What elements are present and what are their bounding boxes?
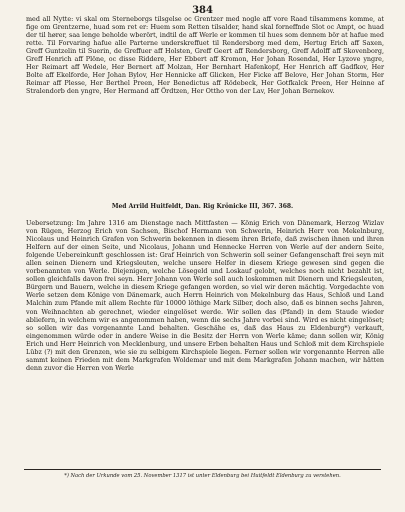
paragraph-text: med all Nytte: vi skal om Sterneborgs tilsgelse oc Grentzer med nogle aff vore Raad tilsammens komme, at fige om Grentzerne, huad som ret er: Huem som Retten tilsalder, hand skal forneffnde Slot oc Ampt, oc huad der til hører, saa lenge beholde wberört, indtil de aff Werle er kommen til hues som dennem bör at hafue med rette. Til Forvaring hafue alle Parterne underskreffuet til Rendersborg med dem, Hertug Erich aff Saxen, Greff Guntzelin til Suerin, de Greffuer aff Holsten, Greff Geert aff Rendersborg, Greff Adolff aff Skovenborg, Greff Henrich aff Plöne, oc disse Riddere, Her Ebbert aff Kromon, Her Johan Rosendal, Her Lyzove yngre, Her Reimart aff Wedele, Her Bernert aff Molzan, Her Bernhart Hafenkopf, Her Henrich aff Gadfkov, Her Bolte aff Ekelforde, Her Johan Bylov, Her Hennicke aff Glicken, Her Ficke aff Belove, Her Johan Storm, Her Reimar aff Plesse, Her Berthel Preen, Her Benedictus aff Rödebeck, Her Gotfkalck Preen, Her Heinne af Stralendorb den yngre, Her Hermand aff Ördtzen, Her Ottho von der Lav, Her Johan Bernekov.	[26, 15, 384, 96]
paragraph-text: Uebersetzung: Im Jahre 1316 am Dienstage nach Mittfasten — König Erich von Dänemark, Herzog Wizlav von Rügen, Herzog Erich von Sachsen, Bischof Hermann von Schwerin, Heinrich Herr von Mekelnburg, Nicolaus und Heinrich Grafen von Schwerin bekennen in diesem ihren Briefe, daß zwischen ihnen und ihren Helfern auf der einen Seite, und Nicolaus, Johann und Hennecke Herren von Werle auf der andern Seite, folgende Uebereinkunft geschlossen ist: Graf Heinrich von Schwerin soll seiner Gefangenschaft frei seyn mit allen seinen Dienern und Kriegsleuten, welche unsere Helfer in diesem Kriege gewesen sind gegen die vorbenannten von Werle. Diejenigen, welche Lösegeld und Loskauf gelobt, welches noch nicht bezahlt ist, sollen gleichfalls davon frei seyn. Herr Johann von Werle soll auch loskommen mit Dienern und Kriegsleuten, Bürgern und Bauern, welche in diesem Kriege gefangen worden, so viel wir deren mächtig. Vorgedachte von Werle setzen dem Könige von Dänemark, auch Herrn Heinrich von Mekelnburg das Haus, Schloß und Land Malchin zum Pfande mit allem Rechte für 10000 löthige Mark Silber, doch also, daß es binnen sechs Jahren, von Weihnachten ab gerechnet, wieder eingelöset werde. Wir sollen das (Pfand) in dem Staude wieder abliefern, in welchem wir es angenommen haben, wenn die sechs Jahre vorbei sind. Wird es nicht eingelöset; so sollen wir das vorgenannte Land behalten. Geschähe es, daß das Haus zu Eldenburg*) verkauft, eingenommen würde oder in andere Weise in die Besitz der Herrn von Werle käme; dann sollen wir, König Erich und Herr Heinrich von Mecklenburg, und unsere Erben behalten Haus und Schloß mit dem Kirchspiele Lübz (?) mit den Grenzen, wie sie zu selbigem Kirchspiele liegen. Ferner sollen wir vorgenannte Herren alle sammt keinen Frieden mit dem Markgrafen Woldemar und mit dem Markgrafen Johann machen, wir hätten denn zuvor die Herren von Werle	[26, 219, 384, 372]
source-citation: Med Arrild Huitfeldt, Dan. Rig Krönicke III, 367. 368.	[111, 203, 294, 210]
footnote: *) Nach der Urkunde vom 25. November 1317 ist unter Eldenburg bei Huitfeldt Eldenburg zu verstehen.	[64, 473, 341, 479]
german-translation-paragraph	[26, 219, 384, 372]
page-number: 384	[192, 5, 213, 16]
footnote-divider	[24, 469, 381, 470]
danish-text-paragraph	[26, 15, 384, 95]
